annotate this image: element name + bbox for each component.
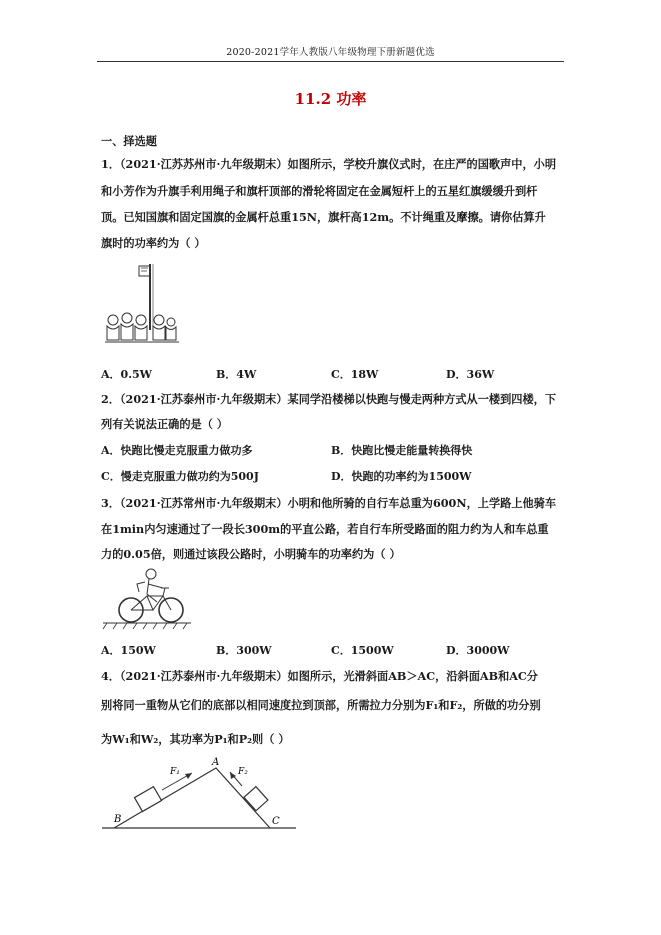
page-header: 2020-2021学年人教版八年级物理下册新题优选 bbox=[226, 47, 435, 58]
label-b: B bbox=[114, 814, 122, 825]
label-c: C bbox=[272, 816, 280, 827]
q4-line-2: 别将同一重物从它们的底部以相同速度拉到顶部，所需拉力分别为F₁和F₂，所做的功分别 bbox=[101, 698, 541, 712]
label-f1: F₁ bbox=[170, 767, 180, 777]
incline-diagram bbox=[100, 754, 300, 834]
q1-line-3: 顶。已知国旗和固定国旗的金属杆总重15N，旗杆高12m。不计绳重及摩擦。请你估算升 bbox=[101, 210, 546, 224]
q3-option-a[interactable]: A．150W bbox=[101, 644, 156, 657]
q4-line-3: 为W₁和W₂，其功率为P₁和P₂则（ ） bbox=[101, 732, 290, 746]
q1-option-a[interactable]: A．0.5W bbox=[101, 368, 153, 381]
label-a: A bbox=[212, 757, 220, 768]
q3-option-c[interactable]: C．1500W bbox=[331, 644, 394, 657]
cyclist-figure bbox=[101, 566, 193, 632]
q2-option-d[interactable]: D．快跑的功率约为1500W bbox=[331, 470, 472, 483]
flag-ceremony-figure bbox=[101, 258, 181, 348]
q1-option-d[interactable]: D．36W bbox=[446, 368, 495, 381]
q4-line-1: 4．（2021·江苏泰州市·九年级期末）如图所示，光滑斜面AB＞AC，沿斜面AB和AC分 bbox=[101, 669, 538, 683]
q1-option-b[interactable]: B．4W bbox=[216, 368, 257, 381]
block-on-ac bbox=[244, 787, 268, 811]
q1-line-4: 旗时的功率约为（ ） bbox=[101, 236, 206, 250]
page-title: 11.2 功率 bbox=[294, 90, 367, 108]
q2-line-1: 2．（2021·江苏泰州市·九年级期末）某同学沿楼梯以快跑与慢走两种方式从一楼到四楼，下 bbox=[101, 392, 557, 406]
q2-option-c[interactable]: C．慢走克服重力做功约为500J bbox=[101, 470, 259, 483]
q3-line-1: 3．（2021·江苏常州市·九年级期末）小明和他所骑的自行车总重为600N，上学路上他骑车 bbox=[101, 496, 557, 510]
q3-option-b[interactable]: B．300W bbox=[216, 644, 272, 657]
header-rule bbox=[97, 61, 564, 62]
label-f2: F₂ bbox=[238, 767, 248, 777]
q3-option-d[interactable]: D．3000W bbox=[446, 644, 510, 657]
q1-option-c[interactable]: C．18W bbox=[331, 368, 379, 381]
section-heading: 一、择选题 bbox=[101, 134, 157, 148]
q2-option-a[interactable]: A．快跑比慢走克服重力做功多 bbox=[101, 444, 253, 457]
q2-option-b[interactable]: B．快跑比慢走能量转换得快 bbox=[331, 444, 473, 457]
q1-line-1: 1．（2021·江苏苏州市·九年级期末）如图所示，学校升旗仪式时，在庄严的国歌声中，小明 bbox=[101, 157, 557, 171]
q2-line-2: 列有关说法正确的是（ ） bbox=[101, 417, 228, 431]
block-on-ab bbox=[134, 787, 161, 812]
q3-line-2: 在1min内匀速通过了一段长300m的平直公路，若自行车所受路面的阻力约为人和车总重 bbox=[101, 522, 549, 536]
q3-line-3: 力的0.05倍，则通过该段公路时，小明骑车的功率约为（ ） bbox=[101, 547, 401, 561]
q1-line-2: 和小芳作为升旗手利用绳子和旗杆顶部的滑轮将固定在金属短杆上的五星红旗缓缓升到杆 bbox=[101, 184, 538, 198]
